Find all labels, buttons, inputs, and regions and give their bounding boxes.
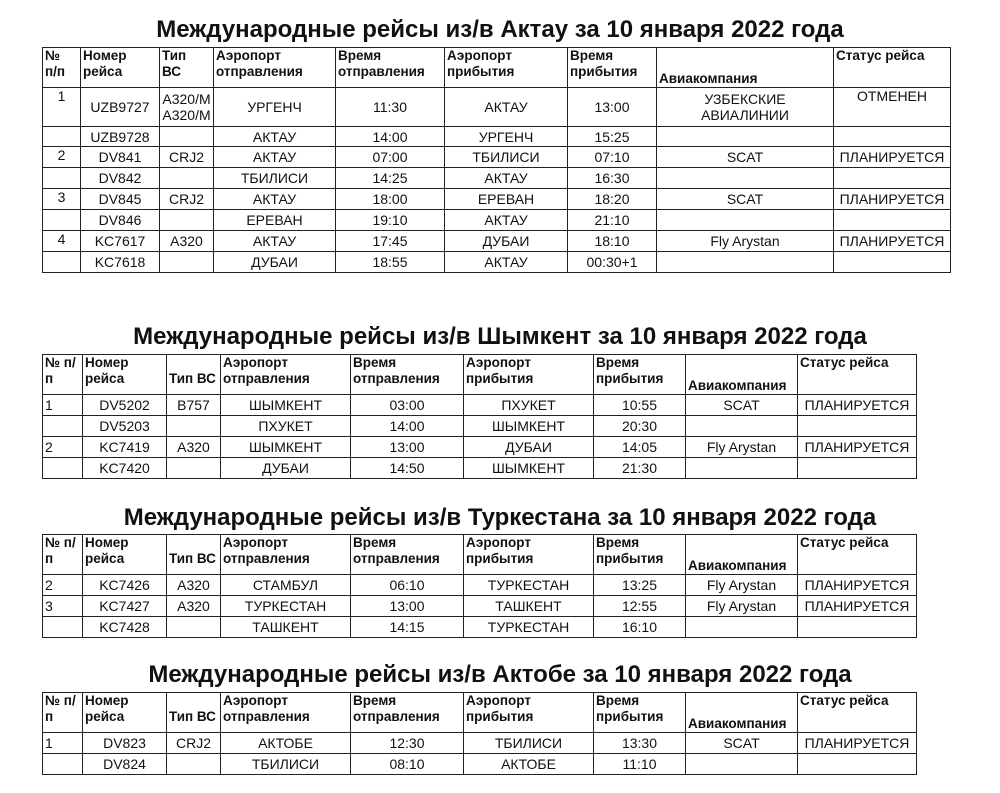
departure-airport-cell: АКТАУ <box>214 231 336 252</box>
cell-line: прибытия <box>596 371 664 386</box>
header-row <box>43 355 917 395</box>
departure-airport-cell: ДУБАИ <box>214 252 336 273</box>
airline-cell <box>686 458 798 479</box>
aircraft-type-cell <box>160 147 214 168</box>
flight-status-cell: ПЛАНИРУЕТСЯ <box>798 596 917 617</box>
arrival-airport-cell: ЕРЕВАН <box>445 189 568 210</box>
column-header-arrival-airport <box>464 355 594 395</box>
cell-line: Статус рейса <box>800 535 889 550</box>
table-row <box>43 210 951 231</box>
flight-status-cell <box>834 168 951 189</box>
cell-line: CRJ2 <box>168 191 204 207</box>
header-row <box>43 693 917 733</box>
cell-line: прибытия <box>466 371 534 386</box>
column-header-departure-time <box>351 693 464 733</box>
cell-line: Номер <box>85 693 129 708</box>
flight-number-cell: DV5203 <box>83 416 167 437</box>
aircraft-type-cell <box>167 754 221 775</box>
row-number-cell <box>43 210 81 231</box>
cell-line: Аэропорт <box>223 355 288 370</box>
flight-number-cell: KC7426 <box>83 575 167 596</box>
cell-line: Номер <box>83 48 127 63</box>
cell-line: Время <box>338 48 382 63</box>
column-header-arrival-time <box>594 355 686 395</box>
flight-status-cell <box>798 458 917 479</box>
flight-status-cell <box>834 252 951 273</box>
row-number-cell <box>43 458 83 479</box>
column-header-row-number <box>43 355 83 395</box>
cell-line: № <box>45 48 61 63</box>
cell-line: № п/ <box>45 535 76 550</box>
airline-cell <box>686 733 798 754</box>
column-header-row-number <box>43 48 81 88</box>
cell-line: Время <box>596 693 640 708</box>
cell-line: п <box>45 371 54 386</box>
flight-status-cell: ПЛАНИРУЕТСЯ <box>798 733 917 754</box>
departure-airport-cell: ШЫМКЕНТ <box>221 437 351 458</box>
flight-number-cell: KC7428 <box>83 617 167 638</box>
aircraft-type-cell <box>167 395 221 416</box>
cell-line: Тип <box>162 48 187 63</box>
cell-line: Авиакомпания <box>688 378 787 393</box>
flight-status-cell <box>798 754 917 775</box>
cell-line: Время <box>596 535 640 550</box>
cell-line: A320 <box>177 577 210 593</box>
row-number-cell: 3 <box>43 596 83 617</box>
flight-status-cell <box>798 617 917 638</box>
arrival-airport-cell: АКТАУ <box>445 88 568 127</box>
aircraft-type-cell <box>167 575 221 596</box>
table-row <box>43 458 917 479</box>
flight-status-cell: ПЛАНИРУЕТСЯ <box>834 231 951 252</box>
column-header-airline <box>686 535 798 575</box>
airline-cell <box>686 575 798 596</box>
column-header-departure-airport <box>214 48 336 88</box>
row-number-cell: 2 <box>43 575 83 596</box>
flight-number-cell: KC7420 <box>83 458 167 479</box>
column-header-departure-airport <box>221 355 351 395</box>
aircraft-type-cell <box>160 252 214 273</box>
departure-time-cell: 14:00 <box>351 416 464 437</box>
aircraft-type-cell <box>160 210 214 231</box>
departure-time-cell: 14:15 <box>351 617 464 638</box>
airline-cell <box>686 617 798 638</box>
cell-line: SCAT <box>723 735 760 751</box>
cell-line: Аэропорт <box>466 355 531 370</box>
flights-table-aktobe <box>42 692 917 775</box>
departure-airport-cell: УРГЕНЧ <box>214 88 336 127</box>
row-number-cell: 2 <box>43 437 83 458</box>
flight-status-cell: ПЛАНИРУЕТСЯ <box>834 189 951 210</box>
flight-number-cell: DV823 <box>83 733 167 754</box>
arrival-time-cell: 12:55 <box>594 596 686 617</box>
cell-line: Время <box>596 355 640 370</box>
departure-airport-cell: ТУРКЕСТАН <box>221 596 351 617</box>
departure-airport-cell: АКТОБЕ <box>221 733 351 754</box>
column-header-flight-status <box>798 693 917 733</box>
departure-time-cell: 18:55 <box>336 252 445 273</box>
row-number-cell: 4 <box>43 231 81 252</box>
arrival-time-cell: 11:10 <box>594 754 686 775</box>
column-header-airline <box>686 355 798 395</box>
flights-table-aktau <box>42 47 951 273</box>
cell-line: Авиакомпания <box>688 558 787 573</box>
flight-number-cell: DV824 <box>83 754 167 775</box>
departure-airport-cell: ТАШКЕНТ <box>221 617 351 638</box>
flight-number-cell: UZB9728 <box>81 127 160 147</box>
column-header-flight-number <box>83 693 167 733</box>
flight-number-cell: UZB9727 <box>81 88 160 127</box>
departure-time-cell: 07:00 <box>336 147 445 168</box>
row-number-cell: 2 <box>43 147 81 168</box>
table-title: Международные рейсы из/в Туркестана за 10 января 2022 года <box>123 504 877 531</box>
departure-time-cell: 14:25 <box>336 168 445 189</box>
departure-airport-cell: АКТАУ <box>214 147 336 168</box>
table-row <box>43 416 917 437</box>
aircraft-type-cell <box>160 168 214 189</box>
airline-cell <box>657 189 834 210</box>
cell-line: Авиакомпания <box>659 71 758 86</box>
column-header-departure-airport <box>221 693 351 733</box>
aircraft-type-cell <box>160 88 214 127</box>
row-number-cell: 1 <box>43 88 81 127</box>
arrival-airport-cell: АКТАУ <box>445 210 568 231</box>
cell-line: SCAT <box>726 149 764 165</box>
cell-line: рейса <box>83 64 123 79</box>
aircraft-type-cell <box>167 733 221 754</box>
column-header-flight-number <box>83 355 167 395</box>
flight-status-cell: ПЛАНИРУЕТСЯ <box>798 437 917 458</box>
row-number-cell <box>43 754 83 775</box>
cell-line: прибытия <box>596 709 664 724</box>
flight-status-cell: ПЛАНИРУЕТСЯ <box>798 395 917 416</box>
departure-airport-cell: СТАМБУЛ <box>221 575 351 596</box>
arrival-airport-cell: АКТАУ <box>445 168 568 189</box>
departure-time-cell: 19:10 <box>336 210 445 231</box>
arrival-airport-cell: ТУРКЕСТАН <box>464 617 594 638</box>
cell-line: Fly Arystan <box>706 598 777 614</box>
cell-line: отправления <box>353 551 440 566</box>
column-header-departure-airport <box>221 535 351 575</box>
table-row <box>43 575 917 596</box>
row-number-cell: 3 <box>43 189 81 210</box>
table-row <box>43 617 917 638</box>
flight-status-cell: ПЛАНИРУЕТСЯ <box>798 575 917 596</box>
airline-cell <box>657 168 834 189</box>
column-header-airline <box>657 48 834 88</box>
header-row <box>43 535 917 575</box>
table-row <box>43 127 951 147</box>
table-row <box>43 252 951 273</box>
cell-line: CRJ2 <box>175 735 211 751</box>
cell-line: Тип ВС <box>169 709 216 724</box>
column-header-aircraft-type <box>167 535 221 575</box>
arrival-time-cell: 13:25 <box>594 575 686 596</box>
cell-line: отправления <box>353 371 440 386</box>
cell-line: CRJ2 <box>168 149 204 165</box>
cell-line: рейса <box>85 551 125 566</box>
flight-status-cell <box>834 127 951 147</box>
table-row <box>43 596 917 617</box>
column-header-flight-status <box>798 355 917 395</box>
column-header-flight-status <box>798 535 917 575</box>
flight-number-cell: DV846 <box>81 210 160 231</box>
cell-line: A320 <box>177 598 210 614</box>
departure-airport-cell: ШЫМКЕНТ <box>221 395 351 416</box>
cell-line: Аэропорт <box>466 693 531 708</box>
cell-line: Fly Arystan <box>710 233 780 249</box>
arrival-airport-cell: ТБИЛИСИ <box>445 147 568 168</box>
aircraft-type-cell <box>167 617 221 638</box>
departure-time-cell: 11:30 <box>336 88 445 127</box>
cell-line: A320 <box>170 233 203 249</box>
cell-line: п/п <box>45 64 66 79</box>
table-row <box>43 395 917 416</box>
cell-line: ВС <box>162 64 181 79</box>
arrival-time-cell: 18:20 <box>568 189 657 210</box>
cell-line: Аэропорт <box>466 535 531 550</box>
departure-airport-cell: ПХУКЕТ <box>221 416 351 437</box>
arrival-airport-cell: ПХУКЕТ <box>464 395 594 416</box>
arrival-time-cell: 16:30 <box>568 168 657 189</box>
flight-number-cell: KC7419 <box>83 437 167 458</box>
cell-line: A320/M <box>162 107 211 123</box>
column-header-arrival-airport <box>445 48 568 88</box>
airline-cell <box>657 127 834 147</box>
cell-line: отправления <box>223 371 310 386</box>
cell-line: Fly Arystan <box>706 577 777 593</box>
aircraft-type-cell <box>160 189 214 210</box>
cell-line: A320/M <box>162 91 211 107</box>
arrival-time-cell: 14:05 <box>594 437 686 458</box>
row-number-cell <box>43 617 83 638</box>
cell-line: отправления <box>338 64 425 79</box>
arrival-time-cell: 20:30 <box>594 416 686 437</box>
airline-cell <box>657 147 834 168</box>
cell-line: рейса <box>85 371 125 386</box>
cell-line: Номер <box>85 535 129 550</box>
flight-status-cell <box>798 416 917 437</box>
cell-line: п <box>45 551 54 566</box>
cell-line: прибытия <box>466 709 534 724</box>
flight-number-cell: DV842 <box>81 168 160 189</box>
flight-status-cell: ПЛАНИРУЕТСЯ <box>834 147 951 168</box>
aircraft-type-cell <box>167 458 221 479</box>
cell-line: № п/ <box>45 693 76 708</box>
cell-line: Время <box>353 355 397 370</box>
cell-line: Время <box>353 535 397 550</box>
cell-line: прибытия <box>596 551 664 566</box>
flights-table-turkestan <box>42 534 917 638</box>
departure-airport-cell: АКТАУ <box>214 127 336 147</box>
arrival-airport-cell: АКТАУ <box>445 252 568 273</box>
column-header-aircraft-type <box>167 693 221 733</box>
column-header-flight-number <box>81 48 160 88</box>
cell-line: отправления <box>216 64 303 79</box>
arrival-time-cell: 15:25 <box>568 127 657 147</box>
arrival-airport-cell: ТУРКЕСТАН <box>464 575 594 596</box>
cell-line: SCAT <box>726 191 764 207</box>
arrival-time-cell: 16:10 <box>594 617 686 638</box>
row-number-cell <box>43 252 81 273</box>
column-header-row-number <box>43 693 83 733</box>
arrival-time-cell: 10:55 <box>594 395 686 416</box>
airline-cell <box>657 210 834 231</box>
arrival-time-cell: 21:30 <box>594 458 686 479</box>
arrival-airport-cell: ТАШКЕНТ <box>464 596 594 617</box>
column-header-departure-time <box>336 48 445 88</box>
cell-line: Номер <box>85 355 129 370</box>
airline-cell <box>686 395 798 416</box>
cell-line: Статус рейса <box>800 355 889 370</box>
airline-cell <box>686 754 798 775</box>
cell-line: Статус рейса <box>836 48 925 63</box>
airline-cell <box>657 231 834 252</box>
departure-time-cell: 14:00 <box>336 127 445 147</box>
table-row <box>43 168 951 189</box>
table-row <box>43 437 917 458</box>
table-row <box>43 231 951 252</box>
departure-time-cell: 17:45 <box>336 231 445 252</box>
arrival-airport-cell: ДУБАИ <box>445 231 568 252</box>
aircraft-type-cell <box>160 231 214 252</box>
aircraft-type-cell <box>167 596 221 617</box>
departure-airport-cell: ДУБАИ <box>221 458 351 479</box>
table-row <box>43 754 917 775</box>
flight-number-cell: KC7617 <box>81 231 160 252</box>
arrival-airport-cell: ШЫМКЕНТ <box>464 416 594 437</box>
table-row <box>43 189 951 210</box>
cell-line: рейса <box>85 709 125 724</box>
cell-line: Аэропорт <box>223 693 288 708</box>
airline-cell <box>686 437 798 458</box>
departure-time-cell: 13:00 <box>351 596 464 617</box>
cell-line: A320 <box>177 439 210 455</box>
cell-line: Тип ВС <box>169 371 216 386</box>
aircraft-type-cell <box>160 127 214 147</box>
departure-time-cell: 08:10 <box>351 754 464 775</box>
arrival-time-cell: 21:10 <box>568 210 657 231</box>
flight-status-cell: ОТМЕНЕН <box>834 88 951 127</box>
row-number-cell <box>43 127 81 147</box>
arrival-airport-cell: АКТОБЕ <box>464 754 594 775</box>
column-header-row-number <box>43 535 83 575</box>
flight-number-cell: DV845 <box>81 189 160 210</box>
departure-airport-cell: АКТАУ <box>214 189 336 210</box>
column-header-departure-time <box>351 355 464 395</box>
cell-line: Аэропорт <box>216 48 281 63</box>
flight-number-cell: DV5202 <box>83 395 167 416</box>
flight-status-cell <box>834 210 951 231</box>
header-row <box>43 48 951 88</box>
cell-line: Аэропорт <box>223 535 288 550</box>
cell-line: прибытия <box>466 551 534 566</box>
cell-line: АВИАЛИНИИ <box>701 107 789 123</box>
table-title: Международные рейсы из/в Шымкент за 10 января 2022 года <box>133 323 867 350</box>
cell-line: Тип ВС <box>169 551 216 566</box>
airline-cell <box>686 596 798 617</box>
cell-line: Время <box>353 693 397 708</box>
cell-line: Статус рейса <box>800 693 889 708</box>
row-number-cell <box>43 416 83 437</box>
column-header-arrival-time <box>594 535 686 575</box>
cell-line: № п/ <box>45 355 76 370</box>
airline-cell <box>657 252 834 273</box>
column-header-aircraft-type <box>160 48 214 88</box>
departure-airport-cell: ТБИЛИСИ <box>214 168 336 189</box>
flight-number-cell: DV841 <box>81 147 160 168</box>
departure-airport-cell: ТБИЛИСИ <box>221 754 351 775</box>
arrival-airport-cell: УРГЕНЧ <box>445 127 568 147</box>
arrival-time-cell: 18:10 <box>568 231 657 252</box>
cell-line: B757 <box>177 397 210 413</box>
column-header-arrival-time <box>594 693 686 733</box>
arrival-time-cell: 00:30+1 <box>568 252 657 273</box>
cell-line: Аэропорт <box>447 48 512 63</box>
table-title: Международные рейсы из/в Актау за 10 января 2022 года <box>156 16 844 43</box>
row-number-cell: 1 <box>43 395 83 416</box>
column-header-flight-number <box>83 535 167 575</box>
cell-line: Fly Arystan <box>706 439 777 455</box>
arrival-time-cell: 13:30 <box>594 733 686 754</box>
table-row <box>43 147 951 168</box>
cell-line: отправления <box>223 551 310 566</box>
cell-line: прибытия <box>447 64 515 79</box>
column-header-aircraft-type <box>167 355 221 395</box>
column-header-departure-time <box>351 535 464 575</box>
cell-line: УЗБЕКСКИЕ <box>704 91 786 107</box>
column-header-flight-status <box>834 48 951 88</box>
column-header-arrival-airport <box>464 693 594 733</box>
table-row <box>43 88 951 127</box>
departure-time-cell: 03:00 <box>351 395 464 416</box>
cell-line: Время <box>570 48 614 63</box>
column-header-airline <box>686 693 798 733</box>
flight-number-cell: KC7427 <box>83 596 167 617</box>
cell-line: SCAT <box>723 397 760 413</box>
departure-time-cell: 14:50 <box>351 458 464 479</box>
row-number-cell <box>43 168 81 189</box>
flights-table-shymkent <box>42 354 917 479</box>
departure-airport-cell: ЕРЕВАН <box>214 210 336 231</box>
cell-line: отправления <box>353 709 440 724</box>
aircraft-type-cell <box>167 416 221 437</box>
column-header-arrival-time <box>568 48 657 88</box>
row-number-cell: 1 <box>43 733 83 754</box>
flight-number-cell: KC7618 <box>81 252 160 273</box>
departure-time-cell: 06:10 <box>351 575 464 596</box>
table-row <box>43 733 917 754</box>
cell-line: п <box>45 709 54 724</box>
airline-cell <box>657 88 834 127</box>
cell-line: Авиакомпания <box>688 716 787 731</box>
departure-time-cell: 12:30 <box>351 733 464 754</box>
arrival-time-cell: 07:10 <box>568 147 657 168</box>
column-header-arrival-airport <box>464 535 594 575</box>
table-title: Международные рейсы из/в Актобе за 10 января 2022 года <box>148 661 852 688</box>
arrival-airport-cell: ТБИЛИСИ <box>464 733 594 754</box>
cell-line: прибытия <box>570 64 638 79</box>
arrival-airport-cell: ДУБАИ <box>464 437 594 458</box>
cell-line: отправления <box>223 709 310 724</box>
arrival-time-cell: 13:00 <box>568 88 657 127</box>
departure-time-cell: 13:00 <box>351 437 464 458</box>
airline-cell <box>686 416 798 437</box>
arrival-airport-cell: ШЫМКЕНТ <box>464 458 594 479</box>
departure-time-cell: 18:00 <box>336 189 445 210</box>
aircraft-type-cell <box>167 437 221 458</box>
